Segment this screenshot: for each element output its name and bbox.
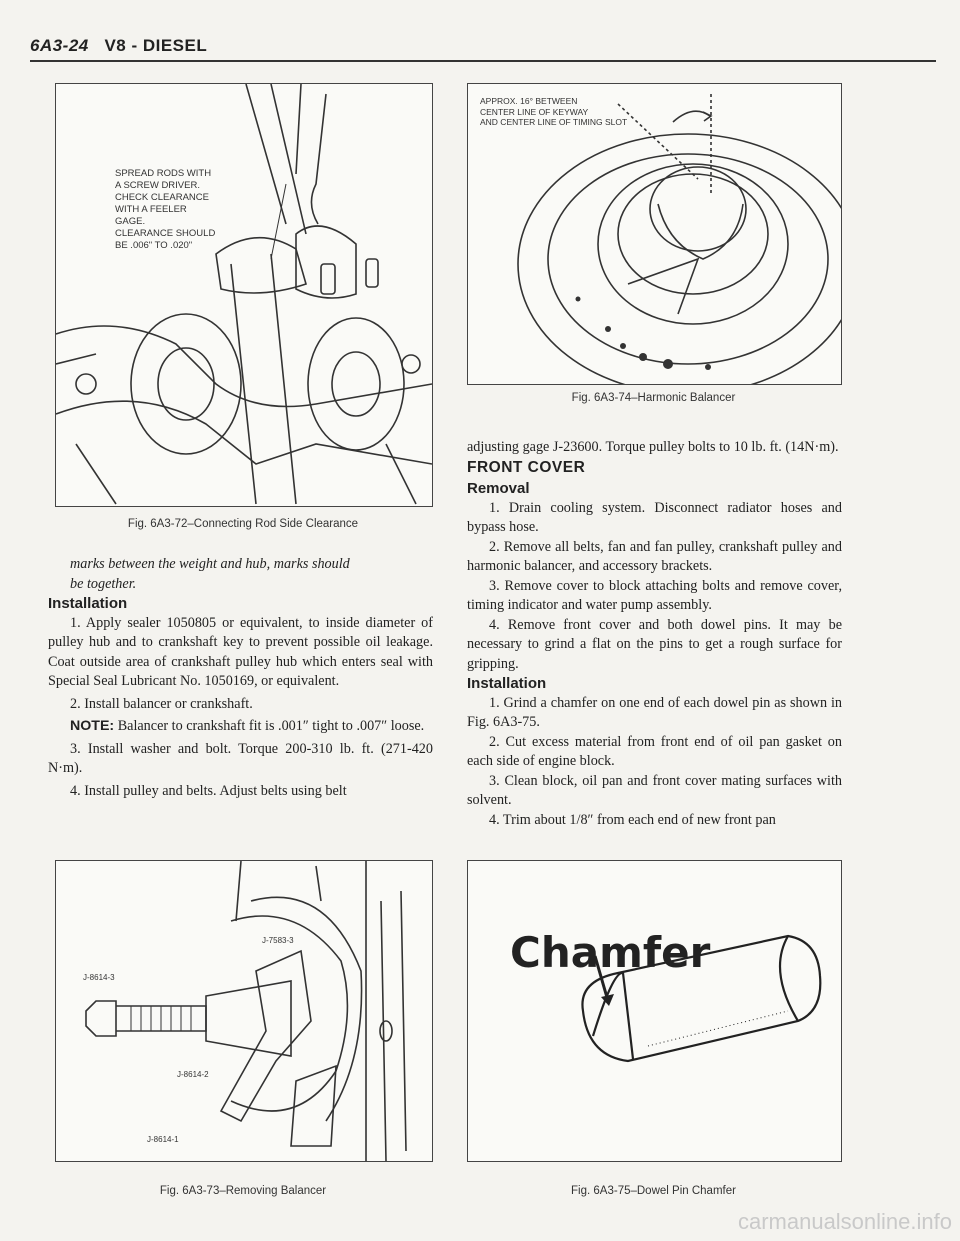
removing-balancer-drawing — [56, 861, 432, 1161]
installation-step-1: 1. Apply sealer 1050805 or equivalent, to inside diameter of pulley hub and to crankshaft key to prevent possible oil leakage. Coat outside area of crankshaft pulley hub which enters seal with Special Seal Lubricant No. 1050169, or equivalent. — [48, 614, 433, 689]
callout-line: SPREAD RODS WITH — [115, 168, 212, 179]
fc-installation-step-1: 1. Grind a chamfer on one end of each dowel pin as shown in Fig. 6A3-75. — [467, 694, 842, 730]
italic-line: marks between the weight and hub, marks should — [70, 556, 350, 572]
removal-step-3: 3. Remove cover to block attaching bolts and remove cover, timing indicator and water pump assembly. — [467, 577, 842, 613]
fig72-caption: Fig. 6A3-72–Connecting Rod Side Clearance — [127, 518, 359, 530]
italic-continuation — [48, 555, 433, 594]
right-column-text — [467, 438, 842, 830]
installation-step-2: 2. Install balancer or crankshaft. — [70, 695, 253, 712]
tool-label: J-8614-1 — [147, 1135, 179, 1144]
watermark: carmanualsonline.info — [737, 1209, 952, 1234]
fc-installation-step-3: 3. Clean block, oil pan and front cover mating surfaces with solvent. — [467, 772, 842, 808]
callout-line: CLEARANCE SHOULD — [115, 228, 216, 239]
chamfer-label: Chamfer — [510, 928, 711, 977]
italic-line: be together. — [70, 575, 137, 592]
installation-step-4: 4. Install pulley and belts. Adjust belts using belt — [70, 782, 347, 799]
callout-line: WITH A FEELER — [115, 204, 187, 215]
front-cover-installation-heading: Installation — [467, 675, 547, 692]
removal-step-1: 1. Drain cooling system. Disconnect radiator hoses and bypass hose. — [467, 499, 842, 535]
note-text: Balancer to crankshaft fit is .001″ tight to .007″ loose. — [114, 718, 425, 734]
section-title: V8 - DIESEL — [104, 36, 208, 55]
fc-installation-step-2: 2. Cut excess material from front end of oil pan gasket on each side of engine block. — [467, 733, 842, 769]
note-paragraph — [48, 717, 433, 737]
fig74-caption: Fig. 6A3-74–Harmonic Balancer — [571, 392, 736, 404]
fig73-caption: Fig. 6A3-73–Removing Balancer — [159, 1185, 327, 1197]
page-header — [30, 36, 207, 56]
removal-step-4: 4. Remove front cover and both dowel pins. It may be necessary to grind a flat on the pins to get a rough surface for gripping. — [467, 616, 842, 672]
callout-line: CENTER LINE OF KEYWAY — [480, 106, 589, 117]
callout-line: CHECK CLEARANCE — [115, 192, 209, 203]
connecting-rod-drawing — [56, 84, 432, 506]
header-rule — [30, 60, 936, 62]
callout-line: AND CENTER LINE OF TIMING SLOT — [480, 117, 628, 127]
harmonic-balancer-drawing — [468, 84, 841, 384]
dowel-pin-drawing — [468, 861, 841, 1161]
fig74-callout — [480, 96, 627, 128]
figure-removing-balancer-illustration — [55, 860, 433, 1162]
figure-connecting-rod-illustration — [55, 83, 433, 507]
fig75-caption: Fig. 6A3-75–Dowel Pin Chamfer — [571, 1185, 736, 1197]
fig72-callout — [115, 168, 215, 252]
figure-dowel-pin-illustration — [467, 860, 842, 1162]
fc-installation-step-4: 4. Trim about 1/8″ from each end of new front pan — [489, 811, 776, 828]
note-label: NOTE: — [70, 718, 115, 734]
tool-label: J-8614-3 — [83, 973, 115, 982]
figure-harmonic-balancer-illustration — [467, 83, 842, 385]
removal-step-2: 2. Remove all belts, fan and fan pulley, crankshaft pulley and harmonic balancer, and accessory brackets. — [467, 538, 842, 574]
callout-line: GAGE. — [115, 216, 146, 227]
installation-step-3: 3. Install washer and bolt. Torque 200-310 lb. ft. (271-420 N·m). — [48, 740, 433, 776]
continuation-text: adjusting gage J-23600. Torque pulley bolts to 10 lb. ft. (14N·m). — [467, 439, 839, 455]
left-column-text — [48, 555, 433, 801]
tool-label: J-7583-3 — [262, 936, 294, 945]
front-cover-heading: FRONT COVER — [467, 458, 586, 476]
callout-line: A SCREW DRIVER. — [115, 180, 200, 191]
callout-line: BE .006" TO .020" — [115, 240, 193, 251]
tool-label: J-8614-2 — [177, 1070, 209, 1079]
page-number: 6A3-24 — [30, 36, 89, 55]
installation-heading: Installation — [48, 595, 128, 612]
callout-line: APPROX. 16° BETWEEN — [480, 96, 578, 106]
removal-heading: Removal — [467, 480, 530, 497]
